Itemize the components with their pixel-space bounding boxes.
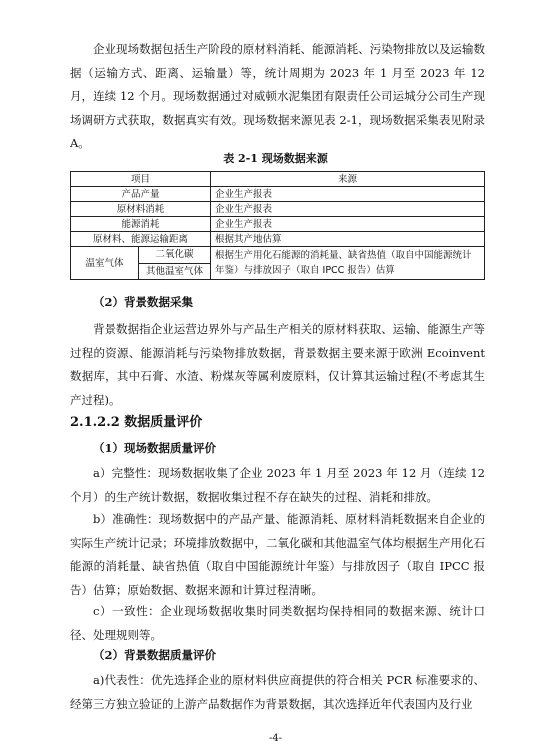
table-cell-item: 原材料消耗 [71,202,211,217]
table-caption: 表 2-1 现场数据来源 [223,152,328,165]
table-header-source: 来源 [211,172,485,187]
table-cell-subitem: 二氧化碳 [139,247,211,264]
table-row [71,217,485,232]
table-row [71,247,485,264]
page-number: -4- [268,733,283,744]
paragraph-completeness: a）完整性：现场数据收集了企业 2023 年 1 月至 2023 年 12 月（连续 12 个月）的生产统计数据，数据收集过程不存在缺失的过程、消耗和排放。 [70,466,485,504]
paragraph-site-data: 企业现场数据包括生产阶段的原材料消耗、能源消耗、污染物排放以及运输数据（运输方式、距离、运输量）等，统计周期为 2023 年 1 月至 2023 年 12 月，连续 12 个月。现场数据通过对威顿水泥集团有限责任公司运城分公司生产现场调研方式获取，数据真实有效。现场数据来源见表 2-1，现场数据采集表见附录 A。 [70,42,485,150]
table-cell-source: 根据生产用化石能源的消耗量、缺省热值（取自中国能源统计年鉴）与排放因子（取自 IPCC 报告）估算 [211,247,485,280]
subheading-background-quality: （2）背景数据质量评价 [93,648,217,662]
table-header-item: 项目 [71,172,211,187]
table-cell-item: 产品产量 [71,187,211,202]
table-row [71,187,485,202]
table-cell-item: 能源消耗 [71,217,211,232]
table-cell-item: 原材料、能源运输距离 [71,232,211,247]
table-row [71,232,485,247]
subheading-site-quality: （1）现场数据质量评价 [93,441,217,455]
table-cell-subitem: 其他温室气体 [139,263,211,280]
table-header-row [71,172,485,187]
paragraph-background-data: 背景数据指企业运营边界外与产品生产相关的原材料获取、运输、能源生产等过程的资源、能源消耗与污染物排放数据，背景数据主要来源于欧洲 Ecoinvent 数据库，其中石膏、水渣、粉煤灰等属利废原料，仅计算其运输过程(不考虑其生产过程)。 [70,322,485,407]
table-row [71,202,485,217]
table-cell-source: 企业生产报表 [211,217,485,232]
subheading-background-data: （2）背景数据采集 [93,295,194,309]
paragraph-consistency: c）一致性：企业现场数据收集时同类数据均保持相同的数据来源、统计口径、处理规则等。 [70,604,485,642]
section-heading: 2.1.2.2 数据质量评价 [70,415,203,430]
table-cell-source: 企业生产报表 [211,187,485,202]
table-cell-source: 企业生产报表 [211,202,485,217]
table-cell-ghg-group: 温室气体 [71,247,139,280]
paragraph-representativeness: a)代表性：优先选择企业的原材料供应商提供的符合相关 PCR 标准要求的、经第三方独立验证的上游产品数据作为背景数据，其次选择近年代表国内及行业 [70,673,485,711]
table-cell-source: 根据其产地估算 [211,232,485,247]
site-data-source-table [70,171,485,280]
paragraph-accuracy: b）准确性：现场数据中的产品产量、能源消耗、原材料消耗数据来自企业的实际生产统计记录；环境排放数据中，二氧化碳和其他温室气体均根据生产用化石能源的消耗量、缺省热值（取自中国能源统计年鉴）与排放因子（取自 IPCC 报告）估算；原始数据、数据来源和计算过程清晰。 [70,512,485,597]
